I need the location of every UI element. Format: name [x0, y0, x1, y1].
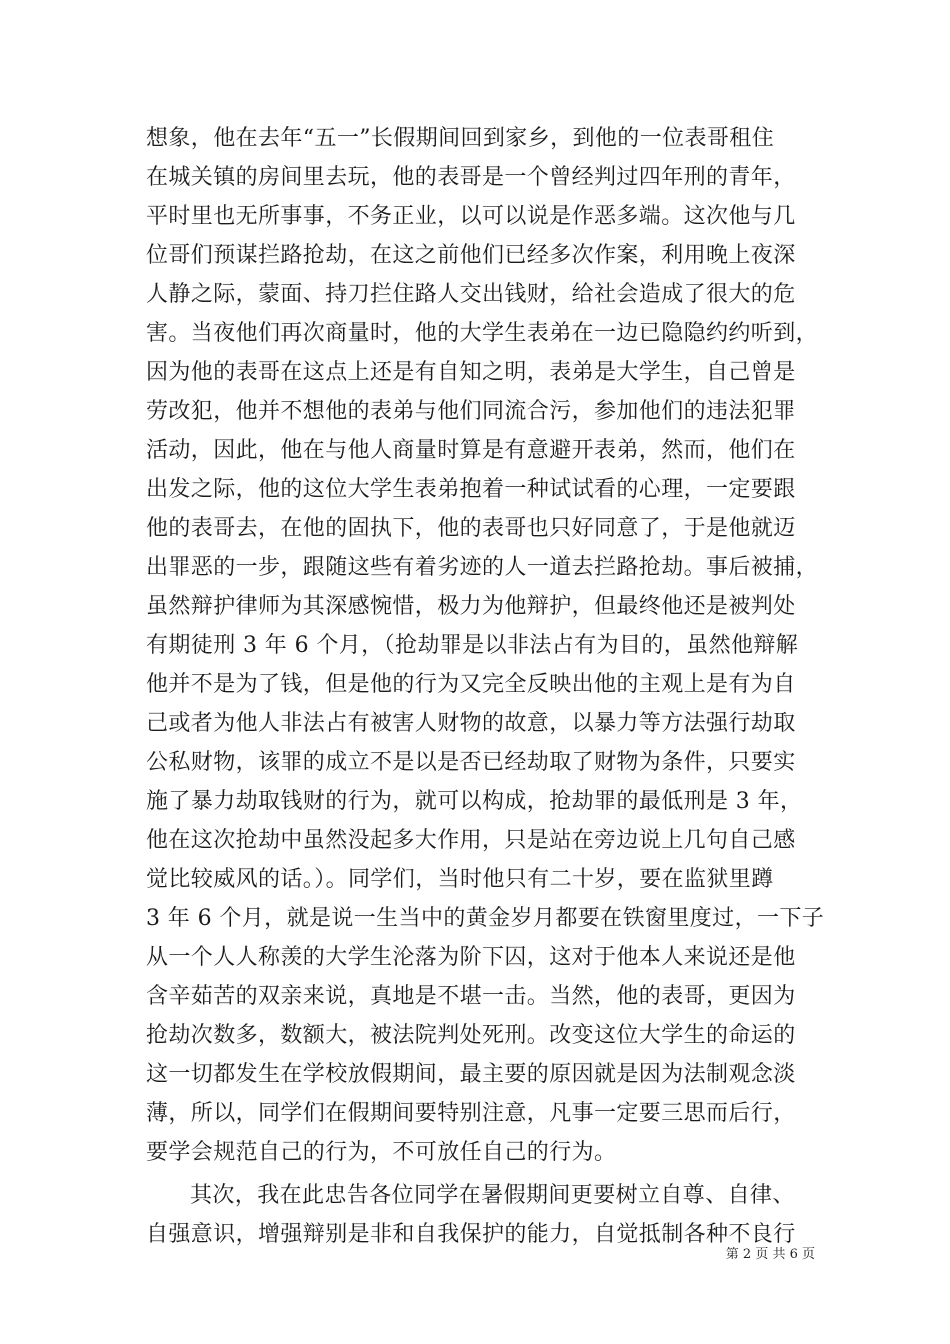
text-line: 这一切都发生在学校放假期间，最主要的原因就是因为法制观念淡 — [146, 1062, 796, 1087]
text-line: 公私财物，该罪的成立不是以是否已经劫取了财物为条件，只要实 — [146, 750, 796, 775]
text-line: 活动，因此，他在与他人商量时算是有意避开表弟，然而，他们在 — [146, 438, 796, 463]
text-line: 从一个人人称羡的大学生沦落为阶下囚，这对于他本人来说还是他 — [146, 945, 796, 970]
text-line: 自强意识，增强辩别是非和自我保护的能力，自觉抵制各种不良行 — [146, 1222, 796, 1247]
text-line: 想象，他在去年“五一”长假期间回到家乡，到他的一位表哥租住 — [146, 126, 775, 151]
page-number-footer: 第 2 页 共 6 页 — [725, 1247, 815, 1262]
text-line: 己或者为他人非法占有被害人财物的故意，以暴力等方法强行劫取 — [146, 711, 796, 736]
text-line: 含辛茹苦的双亲来说，真地是不堪一击。当然，他的表哥，更因为 — [146, 984, 796, 1009]
text-line: 平时里也无所事事，不务正业，以可以说是作恶多端。这次他与几 — [146, 204, 796, 229]
text-line: 位哥们预谋拦路抢劫，在这之前他们已经多次作案，利用晚上夜深 — [146, 243, 796, 268]
text-line: 虽然辩护律师为其深感惋惜，极力为他辩护，但最终他还是被判处 — [146, 594, 796, 619]
text-line: 施了暴力劫取钱财的行为，就可以构成，抢劫罪的最低刑是 3 年， — [146, 789, 803, 814]
text-line: 在城关镇的房间里去玩，他的表哥是一个曾经判过四年刑的青年， — [146, 165, 796, 190]
text-line: 3 年 6 个月，就是说一生当中的黄金岁月都要在铁窗里度过，一下子 — [146, 906, 825, 931]
text-line: 劳改犯，他并不想他的表弟与他们同流合污，参加他们的违法犯罪 — [146, 399, 796, 424]
text-line: 他并不是为了钱，但是他的行为又完全反映出他的主观上是有为自 — [146, 672, 796, 697]
text-line: 害。当夜他们再次商量时，他的大学生表弟在一边已隐隐约约听到， — [146, 321, 819, 346]
text-line: 因为他的表哥在这点上还是有自知之明，表弟是大学生，自己曾是 — [146, 360, 796, 385]
text-line: 有期徒刑 3 年 6 个月，（抢劫罪是以非法占有为目的，虽然他辩解 — [146, 633, 799, 658]
text-line: 出罪恶的一步，跟随这些有着劣迹的人一道去拦路抢劫。事后被捕， — [146, 555, 819, 580]
text-line: 出发之际，他的这位大学生表弟抱着一种试试看的心理，一定要跟 — [146, 477, 796, 502]
text-line: 薄，所以，同学们在假期间要特别注意，凡事一定要三思而后行， — [146, 1101, 796, 1126]
text-line: 其次，我在此忠告各位同学在暑假期间更要树立自尊、自律、 — [190, 1183, 795, 1208]
text-line: 他在这次抢劫中虽然没起多大作用，只是站在旁边说上几句自己感 — [146, 828, 796, 853]
body-text — [146, 119, 825, 1254]
text-line: 他的表哥去，在他的固执下，他的表哥也只好同意了，于是他就迈 — [146, 516, 796, 541]
text-line: 要学会规范自己的行为，不可放任自己的行为。 — [146, 1140, 617, 1165]
text-line: 抢劫次数多，数额大，被法院判处死刑。改变这位大学生的命运的 — [146, 1023, 796, 1048]
paragraph-1 — [146, 119, 825, 1172]
text-line: 觉比较威风的话。）。同学们，当时他只有二十岁，要在监狱里蹲 — [146, 867, 774, 892]
text-line: 人静之际，蒙面、持刀拦住路人交出钱财，给社会造成了很大的危 — [146, 282, 796, 307]
